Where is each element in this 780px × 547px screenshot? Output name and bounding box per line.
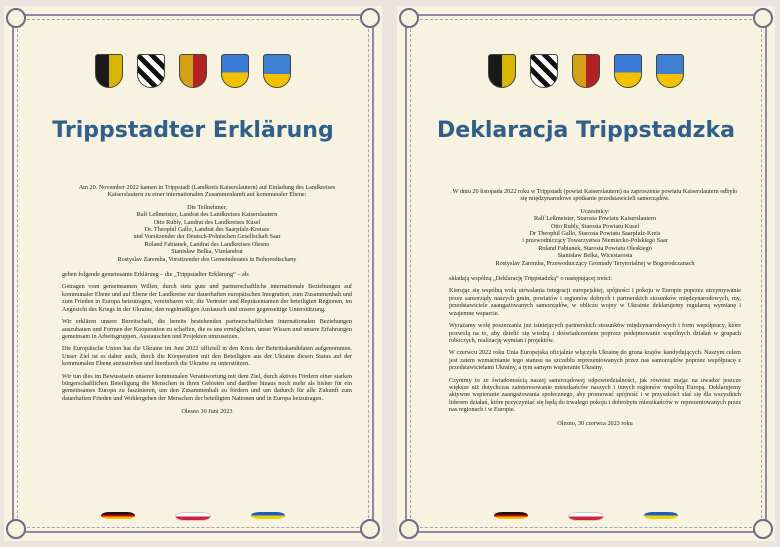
coats-of-arms-row xyxy=(397,54,775,88)
crest-kusel-icon xyxy=(530,54,558,88)
flag-germany-icon xyxy=(101,512,135,519)
flag-poland-icon xyxy=(568,512,604,521)
document-title: Trippstadter Erklärung xyxy=(52,118,334,143)
paragraph: Die Europäische Union hat die Ukraine im Juni 2022 offiziell in den Kreis der Beitrittskandidaten aufgenommen. Unser Ziel ist es daher auch, durch die Kooperation mit den Beteiligten aus der Ukraine diesen Status auf der kommunalen Ebene anzustreben und hierdurch die Ukraine zu unterstützen. xyxy=(62,345,352,368)
paragraph: Getragen vom gemeinsamen Willen, durch stets gute und partnerschaftliche internationale Beziehungen auf kommunaler Ebene und auf Ebene der Landkreise zur dauerhaften europäischen Integration, zum Zusammenhalt und zum Frieden in Europa beizutragen, vereinbaren wir, die Vertreter und Repräsentanten der beteiligten Regionen, im Angesicht des Kriegs in der Ukraine, den regelmäßigen Austausch und unsere gegenseitige Unterstützung. xyxy=(62,283,353,313)
corner-ornament-icon xyxy=(6,8,26,28)
lead-text: geben folgende gemeinsame Erklärung – die „Trippstadter Erklärung“ – ab: xyxy=(62,271,250,279)
crest-saarpfalz-icon xyxy=(572,54,600,88)
corner-ornament-icon xyxy=(753,519,773,539)
flag-poland-icon xyxy=(175,512,211,521)
flag-germany-icon xyxy=(494,512,528,519)
crest-olesno-icon xyxy=(221,54,249,88)
crest-olesno-icon xyxy=(614,54,642,88)
paragraph: W czerwcu 2022 roku Unia Europejska oficjalnie włączyła Ukrainę do grona krajów kandydujących. Naszym celem jest zatem wzmacnianie tego statusu na szczeblu reprezentowanych przez nas samorządów poprzez współpracę z przedstawicielami Ukrainy, a tym samym wspieranie Ukrainy. xyxy=(449,349,741,372)
intro-text: W dniu 20 listopada 2022 roku w Trippstadt (powiat Kaiserslautern) na zaproszenie powiatu Kaiserslautern odbyło się międzynarodowe spotkanie przedstawicieli samorządów. xyxy=(452,188,738,203)
participant: Ralf Leßmeister, Starosta Powiatu Kaiserslautern xyxy=(534,215,656,223)
crest-kaiserslautern-icon xyxy=(95,54,123,88)
participants-list xyxy=(449,208,741,267)
signing-date: Olesno, 30 czerwca 2023 roku xyxy=(557,419,633,427)
corner-ornament-icon xyxy=(753,8,773,28)
corner-ornament-icon xyxy=(360,519,380,539)
crest-saarpfalz-icon xyxy=(179,54,207,88)
flag-ukraine-icon xyxy=(644,512,678,519)
participant: Roland Fabianek, Starosta Powiatu Oleskiego xyxy=(538,244,652,252)
crest-bohorodchany-icon xyxy=(656,54,684,88)
participant: Dr. Theophil Gallo, Landrat des Saarpfalz-Kreises xyxy=(144,226,270,234)
corner-ornament-icon xyxy=(399,8,419,28)
participant: Stanisław Belka, Vizelandrat xyxy=(171,248,243,256)
participant: Rostyslav Zaremba, Vorsitzender des Gemeinderates in Bohorodtschany xyxy=(117,255,297,263)
crest-bohorodchany-icon xyxy=(263,54,291,88)
lead-text: składają wspólną „Deklarację Trippstadzką“ o następującej treści: xyxy=(449,275,613,283)
corner-ornament-icon xyxy=(399,519,419,539)
document-body xyxy=(449,188,741,427)
participant: i przewodniczący Towarzystwa Niemiecko-Polskiego Saar xyxy=(522,237,668,245)
corner-ornament-icon xyxy=(6,519,26,539)
paragraph: Wir erklären unsere Bereitschaft, die bereits bestehenden partnerschaftlichen internationalen Beziehungen auszubauen und Formen der Kooperation zu schaffen, die es uns ermöglichen, unser Wissen und unsere Erfahrungen gemeinsam in Arbeitsgruppen, Austauschen und Projekten umzusetzen. xyxy=(62,318,352,340)
paragraph: Czynimy to ze świadomością naszej samorządowej odpowiedzialności, jak również mając na uwadze jeszcze większe niż dotychczas zainteresowanie mieszkańców naszych i innych regionów wspólną Europą. Deklarujemy aktywne wspieranie zaangażowania społecznego, aby promować spójność i w przyszłości stać się dla wszystkich liderem działań, które przyczyniać się będą do trwałego pokoju i dobrobytu mieszkańców w reprezentowanych przez nas regionach i w Europie. xyxy=(449,376,741,414)
participant: Stanisław Belka, Wicestarosta xyxy=(557,252,633,260)
coats-of-arms-row xyxy=(4,54,382,88)
participant: Dr Theophil Gallo, Starosta Powiatu Saarpfalz-Kreis xyxy=(529,230,661,238)
document-page-polish xyxy=(397,6,775,541)
participants-list xyxy=(62,204,352,263)
flags-row xyxy=(397,512,775,521)
flags-row xyxy=(4,512,382,521)
crest-kaiserslautern-icon xyxy=(488,54,516,88)
participants-heading: Uczestnicy: xyxy=(580,207,610,215)
participant: Otto Rubly, Starosta Powiatu Kusel xyxy=(550,222,640,230)
document-body xyxy=(62,184,352,416)
participant: und Vorsitzender der Deutsch-Polnischen Gesellschaft Saar xyxy=(133,233,281,241)
document-title: Deklaracja Trippstadzka xyxy=(437,118,735,143)
participant: Roland Fabianek, Landrat des Landkreises Olesno xyxy=(144,240,270,248)
signing-date: Olesno 30 Juni 2023 xyxy=(181,408,233,416)
participant: Ralf Leßmeister, Landrat des Landkreises Kaiserslautern xyxy=(136,211,278,219)
participants-heading: Die Teilnehmer, xyxy=(187,203,227,211)
corner-ornament-icon xyxy=(360,8,380,28)
paragraph: Kierując się wspólną wolą utrwalania integracji europejskiej, spójności i pokoju w Europie poprzez utrzymywanie przez samorządy naszych gmin, powiatów i regionów dobrych i partnerskich stosunków międzynarodowych, my, przedstawiciele zaangażowanych samorządów, w obliczu wojny w Ukrainie deklarujemy regularną wymianę i wzajemne wsparcie. xyxy=(449,287,741,317)
intro-text: Am 20. November 2022 kamen in Trippstadt (Landkreis Kaiserslautern) auf Einladung des Landkreises Kaiserslautern zu einer internationalen Zusammenkunft auf kommunaler Ebene: xyxy=(78,184,336,199)
paragraph: Wyrażamy wolę poszerzania już istniejących partnerskich stosunków międzynarodowych i form współpracy, które pozwolą na to, aby dzielić się wiedzą i doświadczeniem poprzez podejmowanie wspólnych działań w grupach roboczych, realizację wymian i projektów. xyxy=(449,322,741,344)
flag-ukraine-icon xyxy=(251,512,285,519)
document-page-german xyxy=(4,6,382,541)
crest-kusel-icon xyxy=(137,54,165,88)
paragraph: Wir tun dies im Bewusstsein unserer kommunalen Verantwortung mit dem Ziel, durch aktives Fördern einer starken bürgerschaftlichen Beteiligung die Menschen in ihren Gebieten und darüber hinaus noch mehr als bisher für ein gemeinsames Europa zu faszinieren, um den Zusammenhalt zu fördern und um dadurch für alle Zukunft zum dauerhaften Frieden und Wohlergehen der Menschen der beteiligten Nationen und in Europa beizutragen. xyxy=(62,372,352,402)
participant: Otto Rubly, Landrat des Landkreises Kusel xyxy=(153,218,261,226)
participant: Rostyslav Zaremba, Przewodniczący Gromady Terytorialnej w Bogorodczanach xyxy=(495,259,695,267)
